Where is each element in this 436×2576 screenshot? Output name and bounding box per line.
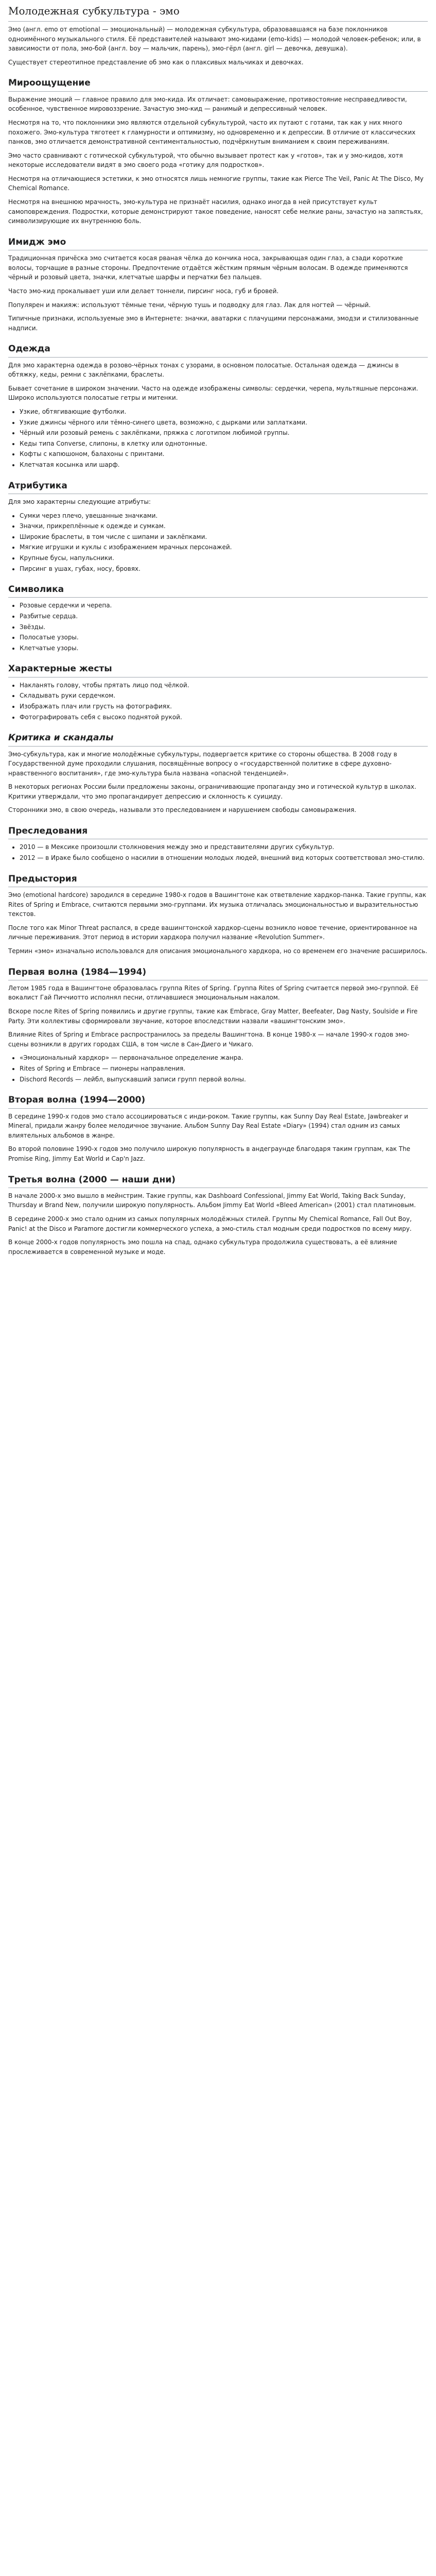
bullet-list [8, 842, 428, 862]
list-item: • Крупные бусы, напульсники. [20, 553, 428, 563]
list-item: • 2012 — в Ираке было сообщено о насилии в отношении молодых людей, внешний вид которых соответствовал эмо-стилю. [20, 853, 428, 863]
list-item: • Значки, прикреплённые к одежде и сумкам. [20, 521, 428, 531]
article-section [8, 235, 428, 333]
paragraph: После того как Minor Threat распался, в среде вашингтонской хардкор-сцены возникло новое течение, ориентированное на личные переживания. Этот период в истории хардкора получил название «Revolution Summer». [8, 924, 417, 941]
paragraph: Популярен и макияж: используют тёмные тени, чёрную тушь и подводку для глаз. Лак для ногтей — чёрный. [8, 301, 371, 309]
bullet-list [8, 681, 428, 722]
bullet-list [8, 511, 428, 574]
list-item: • Накланять голову, чтобы прятать лицо под чёлкой. [20, 681, 428, 690]
paragraph: Эмо (emotional hardcore) зародился в середине 1980-х годов в Вашингтоне как ответвление хардкор-панка. Такие группы, как Rites of Spring и Embrace, считаются первыми эмо-группами. Их музыка отличалась эмоциональностью и выразительностью текстов. [8, 891, 426, 918]
paragraph: Для эмо характерны следующие атрибуты: [8, 498, 151, 505]
article-section [8, 1173, 428, 1257]
list-item: • Чёрный или розовый ремень с заклёпками, пряжка с логотипом любимой группы. [20, 428, 428, 438]
paragraph: Бывает сочетание в широком значении. Часто на одежде изображены символы: сердечки, черепа, мультяшные персонажи. Широко используются полосатые гетры и митенки. [8, 384, 418, 402]
section-heading: Символика [8, 583, 428, 598]
article-section [8, 662, 428, 722]
article-section [8, 342, 428, 469]
paragraph: В середине 2000-х эмо стало одним из самых популярных молодёжных стилей. Группы My Chemical Romance, Fall Out Boy, Panic! at the Disco и Paramore достигли коммерческого успеха, а эмо-стиль стал модным среди подростков по всему миру. [8, 1215, 412, 1232]
article-section [8, 872, 428, 956]
paragraph: Несмотря на отличающиеся эстетики, к эмо относятся лишь немногие группы, такие как Pierce The Veil, Panic At The Disco, My Chemical Romance. [8, 175, 424, 192]
paragraph: Во второй половине 1990-х годов эмо получило широкую популярность в андеграунде благодаря таким группам, как The Promise Ring, Jimmy Eat World и Cap'n Jazz. [8, 1145, 411, 1162]
list-item: • Кофты с капюшоном, балахоны с принтами. [20, 449, 428, 459]
list-item: • 2010 — в Мексике произошли столкновения между эмо и представителями других субкультур. [20, 842, 428, 852]
section-heading: Имидж эмо [8, 235, 428, 250]
list-item: • Изображать плач или грусть на фотографиях. [20, 702, 428, 711]
bullet-list [8, 601, 428, 653]
article-body [8, 25, 428, 1257]
paragraph: Традиционная причёска эмо считается косая рваная чёлка до кончика носа, закрывающая один глаз, а сзади короткие волосы, торчащие в разные стороны. Предпочтение отдаётся жёстким прямым чёрным волосам. В одежде применяются чёрный и розовый цвета, значки, клетчатые шарфы и перчатки без пальцев. [8, 255, 408, 281]
list-item: • Полосатые узоры. [20, 633, 428, 642]
article-section [8, 824, 428, 863]
section-heading: Первая волна (1984—1994) [8, 965, 428, 980]
section-heading: Характерные жесты [8, 662, 428, 677]
section-heading: Предыстория [8, 872, 428, 887]
list-item: • Узкие джинсы чёрного или тёмно-синего цвета, возможно, с дырками или заплатками. [20, 418, 428, 428]
article-section [8, 479, 428, 574]
paragraph: Типичные признаки, используемые эмо в Интернете: значки, аватарки с плачущими персонажами, эмодзи и стилизованные надписи. [8, 315, 419, 332]
paragraph: В конце 2000-х годов популярность эмо пошла на спад, однако субкультура продолжила существовать, а её влияние прослеживается в современной музыке и моде. [8, 1239, 397, 1256]
section-heading: Критика и скандалы [8, 731, 428, 746]
article-section [8, 583, 428, 653]
list-item: • Клетчатые узоры. [20, 643, 428, 653]
list-item: • Dischord Records — лейбл, выпускавший записи групп первой волны. [20, 1075, 428, 1084]
paragraph: Сторонники эмо, в свою очередь, называли это преследованием и нарушением свободы самовыражения. [8, 806, 357, 814]
bullet-list [8, 1053, 428, 1084]
paragraph: Вскоре после Rites of Spring появились и другие группы, такие как Embrace, Gray Matter, Beefeater, Dag Nasty, Soulside и Fire Party. Эти коллективы сформировали звучание, которое впоследствии назвали «вашингтонским эмо». [8, 1008, 418, 1025]
paragraph: Существует стереотипное представление об эмо как о плаксивых мальчиках и девочках. [8, 58, 304, 66]
article [0, 0, 436, 1271]
article-section [8, 25, 428, 67]
article-section [8, 965, 428, 1084]
list-item: • Rites of Spring и Embrace — пионеры направления. [20, 1064, 428, 1074]
paragraph: Влияние Rites of Spring и Embrace распространилось за пределы Вашингтона. В конце 1980-х — начале 1990-х годов эмо-сцены возникли в других городах США, в том числе в Сан-Диего и Чикаго. [8, 1031, 410, 1048]
paragraph: Эмо-субкультура, как и многие молодёжные субкультуры, подвергается критике со стороны общества. В 2008 году в Государственной думе проходили слушания, посвящённые вопросу о «государственной политике в сфере духовно-нравственного воспитания», где эмо-культура была названа «опасной тенденцией». [8, 750, 397, 777]
paragraph: Несмотря на то, что поклонники эмо являются отдельной субкультурой, часто их путают с готами, так как у них много похожего. Эмо-культура тяготеет к гламурности и оптимизму, но одновременно и к депрессии. В отличие от классических панков, эмо отличается демонстративной сентиментальностью, подчёркнутым вниманием к своим переживаниям. [8, 118, 416, 146]
section-heading: Третья волна (2000 — наши дни) [8, 1173, 428, 1188]
section-heading: Преследования [8, 824, 428, 839]
paragraph: В некоторых регионах России были предложены законы, ограничивающие пропаганду эмо и готической культур в школах. Критики утверждали, что эмо пропагандирует депрессию и склонность к суициду. [8, 783, 416, 800]
section-heading: Одежда [8, 342, 428, 357]
list-item: • Клетчатая косынка или шарф. [20, 460, 428, 470]
section-heading: Атрибутика [8, 479, 428, 494]
paragraph: Эмо часто сравнивают с готической субкультурой, что обычно вызывает протест как у «готов», так и у эмо-кидов, хотя некоторые исследователи видят в эмо своего рода «готику для подростков». [8, 151, 403, 169]
paragraph: Выражение эмоций — главное правило для эмо-кида. Их отличает: самовыражение, противостояние несправедливости, особенное, чувственное мировоззрение. Зачастую эмо-кид — ранимый и депрессивный человек. [8, 95, 407, 113]
list-item: • «Эмоциональный хардкор» — первоначальное определение жанра. [20, 1053, 428, 1063]
list-item: • Узкие, обтягивающие футболки. [20, 407, 428, 417]
list-item: • Звёзды. [20, 622, 428, 632]
paragraph: Летом 1985 года в Вашингтоне образовалась группа Rites of Spring. Группа Rites of Spring считается первой эмо-группой. Её вокалист Гай Пиччиотто исполнял песни, отличавшиеся эмоциональным накалом. [8, 984, 418, 1002]
page-title: Молодежная субкультура - эмо [8, 3, 428, 22]
list-item: • Кеды типа Converse, слипоны, в клетку или однотонные. [20, 439, 428, 449]
list-item: • Розовые сердечки и черепа. [20, 601, 428, 611]
list-item: • Широкие браслеты, в том числе с шипами и заклёпками. [20, 532, 428, 542]
paragraph: В середине 1990-х годов эмо стало ассоциироваться с инди-роком. Такие группы, как Sunny Day Real Estate, Jawbreaker и Mineral, придали жанру более мелодичное звучание. Альбом Sunny Day Real Estate «Diary» (1994) стал одним из самых влиятельных альбомов в жанре. [8, 1112, 408, 1139]
article-section [8, 76, 428, 226]
paragraph: Эмо (англ. emo от emotional — эмоциональный) — молодежная субкультура, образовавшаяся на базе поклонников одноимённого музыкального стиля. Её представителей называют эмо-кидами (emo-kids) — молодой человек-ребенок; или, в зависимости от пола, эмо-бой (англ. boy — мальчик, парень), эмо-гёрл (англ. girl — девочка, девушка). [8, 26, 421, 53]
paragraph: Несмотря на внешнюю мрачность, эмо-культура не признаёт насилия, однако иногда в ней присутствует культ самоповреждения. Подростки, которые демонстрируют такое поведение, наносят себе мелкие раны, зачастую на запястьях, символизирующие их внутреннюю боль. [8, 198, 423, 225]
list-item: • Сумки через плечо, увешанные значками. [20, 511, 428, 521]
paragraph: Термин «эмо» изначально использовался для описания эмоционального хардкора, но со временем его значение расширилось. [8, 947, 428, 955]
article-section [8, 731, 428, 815]
list-item: • Складывать руки сердечком. [20, 691, 428, 701]
list-item: • Разбитые сердца. [20, 612, 428, 621]
paragraph: В начале 2000-х эмо вышло в мейнстрим. Такие группы, как Dashboard Confessional, Jimmy Eat World, Taking Back Sunday, Thursday и Brand New, получили широкую популярность. Альбом Jimmy Eat World «Bleed American» (2001) стал платиновым. [8, 1192, 416, 1209]
bullet-list [8, 407, 428, 470]
article-section [8, 1093, 428, 1163]
section-heading: Вторая волна (1994—2000) [8, 1093, 428, 1108]
list-item: • Мягкие игрушки и куклы с изображением мрачных персонажей. [20, 543, 428, 552]
section-heading: Мироощущение [8, 76, 428, 91]
paragraph: Часто эмо-кид прокалывает уши или делает тоннели, пирсинг носа, губ и бровей. [8, 287, 279, 295]
list-item: • Фотографировать себя с высоко поднятой рукой. [20, 713, 428, 722]
list-item: • Пирсинг в ушах, губах, носу, бровях. [20, 564, 428, 574]
paragraph: Для эмо характерна одежда в розово-чёрных тонах с узорами, в основном полосатые. Остальная одежда — джинсы в обтяжку, кеды, ремни с заклёпками, браслеты. [8, 361, 399, 379]
